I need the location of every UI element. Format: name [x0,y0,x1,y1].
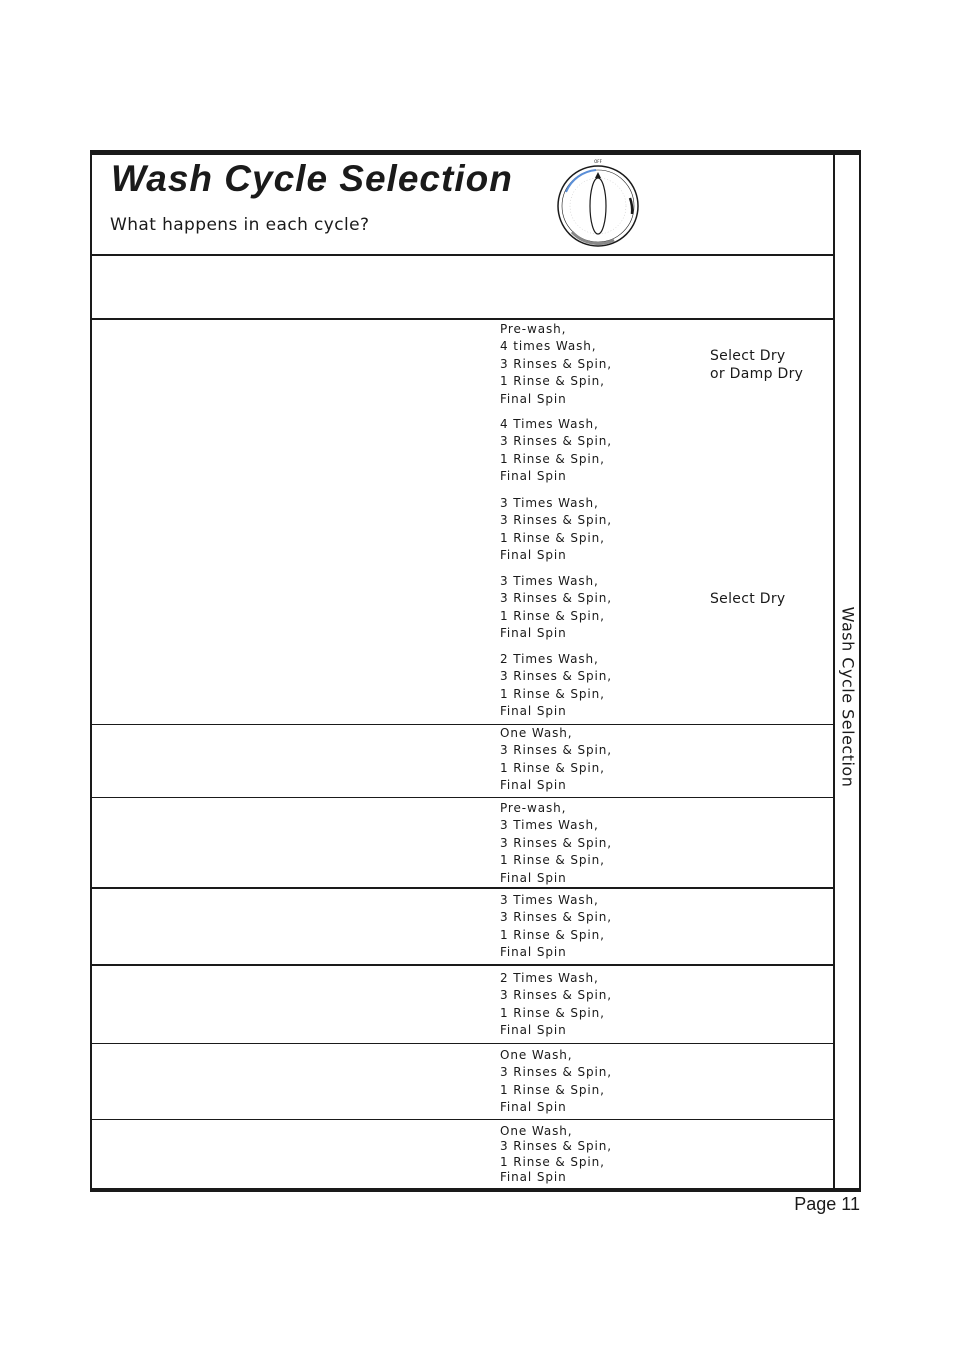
cycle-step: 3 Times Wash, [500,496,599,510]
note-line: or Damp Dry [710,366,804,382]
cycle-step: 3 Rinses & Spin, [500,1065,612,1080]
cycle-step: Pre-wash, [500,322,567,336]
cycle-step: One Wash, [500,1048,573,1062]
cycle-steps [500,321,612,408]
cycle-step: Pre-wash, [500,801,567,815]
header-divider [92,254,834,256]
cycle-step: 4 Times Wash, [500,417,599,431]
cycle-step: 1 Rinse & Spin, [500,853,605,868]
note-line: Select Dry [710,348,786,364]
cycle-step: 3 Rinses & Spin, [500,1139,612,1154]
cycle-steps [500,651,612,721]
cycle-steps [500,725,612,795]
cycle-step: 1 Rinse & Spin, [500,451,605,466]
cycle-step: One Wash, [500,1124,573,1138]
page-title: Wash Cycle Selection [111,158,513,199]
cycle-steps [500,1124,612,1185]
cycle-step: Final Spin [500,1100,567,1115]
cycle-step: 3 Rinses & Spin, [500,434,612,449]
cycle-steps [500,573,612,643]
cycle-step: 2 Times Wash, [500,652,599,666]
sidebar-divider [833,154,835,1190]
cycle-step: One Wash, [500,726,573,740]
row-divider [92,724,834,725]
cycle-step: 3 Times Wash, [500,574,599,588]
group-divider [92,887,834,889]
dial-off-label: OFF [594,159,602,164]
cycle-step: Final Spin [500,1169,567,1184]
cycle-steps [500,970,612,1040]
cycle-step: Final Spin [500,870,567,885]
cycle-step: 3 Times Wash, [500,893,599,907]
cycle-step: 3 Rinses & Spin, [500,669,612,684]
cycle-step: Final Spin [500,1023,567,1038]
cycle-step: 1 Rinse & Spin, [500,760,605,775]
cycle-step: 4 times Wash, [500,339,597,354]
cycle-step: 1 Rinse & Spin, [500,686,605,701]
cycle-step: 1 Rinse & Spin, [500,1005,605,1020]
page-subtitle: What happens in each cycle? [110,215,370,235]
cycle-steps [500,416,612,486]
cycle-steps [500,495,612,565]
group-divider [92,964,834,966]
cycle-steps [500,1047,612,1117]
cycle-step: Final Spin [500,626,567,641]
cycle-step: Final Spin [500,778,567,793]
cycle-dial-icon [552,158,644,250]
cycle-step: 3 Times Wash, [500,818,599,833]
cycle-step: 1 Rinse & Spin, [500,927,605,942]
cycle-step: 3 Rinses & Spin, [500,988,612,1003]
cycle-step: 3 Rinses & Spin, [500,591,612,606]
cycle-step: Final Spin [500,391,567,406]
cycle-step: 1 Rinse & Spin, [500,374,605,389]
cycle-step: 3 Rinses & Spin, [500,356,612,371]
cycle-step: 2 Times Wash, [500,971,599,985]
cycle-step: Final Spin [500,469,567,484]
cycle-step: 3 Rinses & Spin, [500,743,612,758]
dry-note: Select Dry [710,591,786,607]
cycle-steps [500,800,612,887]
cycle-step: 3 Rinses & Spin, [500,835,612,850]
table-frame [90,150,861,1192]
page-number: Page 11 [794,1194,860,1214]
cycle-step: 1 Rinse & Spin, [500,608,605,623]
cycle-step: Final Spin [500,945,567,960]
row-divider [92,1119,834,1120]
cycle-step: 3 Rinses & Spin, [500,910,612,925]
row-divider [92,797,834,798]
cycle-step: Final Spin [500,704,567,719]
cycle-step: 1 Rinse & Spin, [500,1082,605,1097]
cycle-step: 3 Rinses & Spin, [500,513,612,528]
side-label: Wash Cycle Selection [838,606,858,788]
dry-option-note [710,347,803,383]
cycle-steps [500,892,612,962]
cycle-step: Final Spin [500,548,567,563]
row-divider [92,1043,834,1044]
cycle-step: 1 Rinse & Spin, [500,530,605,545]
cycle-step: 1 Rinse & Spin, [500,1154,605,1169]
column-header-divider [92,318,834,320]
